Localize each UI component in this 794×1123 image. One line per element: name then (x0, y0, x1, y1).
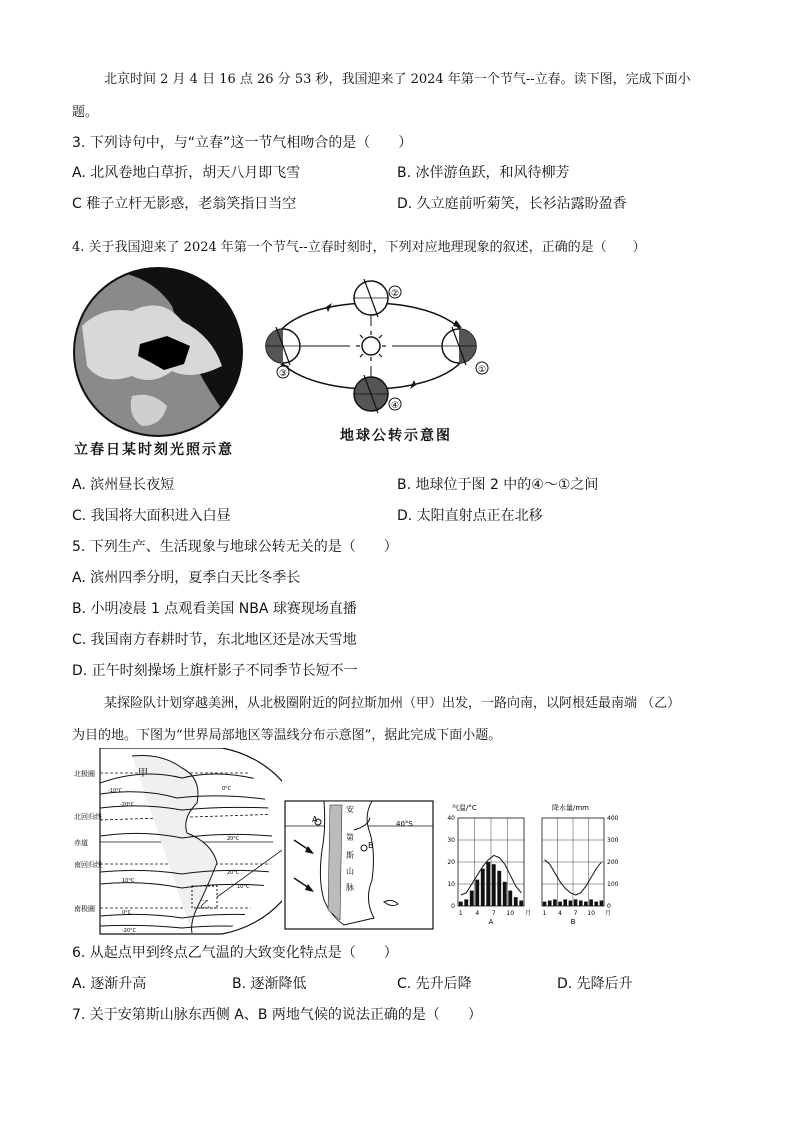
orbit-arrow (410, 380, 416, 389)
isotherm-label: 10°C (122, 878, 135, 884)
orbit-label-4: ④ (390, 401, 400, 411)
precipitation-bar (553, 899, 557, 906)
earth-position-4 (354, 375, 388, 413)
sun-icon (356, 331, 386, 361)
andes-inset-map (284, 800, 434, 930)
isotherm-label: -10°C (108, 788, 123, 794)
orbit-label-3: ③ (278, 369, 288, 379)
inset-label-40s: 40°S (396, 820, 413, 828)
precipitation-bar (514, 897, 518, 906)
q4-option-d[interactable]: D. 太阳直射点正在北移 (397, 508, 543, 524)
x-tick-label: 1 (458, 910, 463, 917)
figure2-caption: 地球公转示意图 (340, 428, 452, 444)
lat-label-tropic-capricorn: 南回归线 (74, 861, 102, 869)
q5-option-d[interactable]: D. 正午时刻操场上旗杆影子不同季节长短不一 (72, 663, 358, 679)
andes-mountains (328, 805, 342, 920)
precipitation-bar (519, 901, 523, 907)
precipitation-bar (594, 902, 598, 906)
y2-tick-label: 0 (607, 903, 611, 910)
intro-text-line1: 北京时间 2 月 4 日 16 点 26 分 53 秒，我国迎来了 2024 年第一个节气--立春。读下图，完成下面小 (104, 72, 691, 87)
y2-tick-label: 200 (607, 859, 619, 866)
x-tick-label: 10 (506, 910, 515, 917)
isotherm-label: 20°C (227, 870, 240, 876)
precipitation-bar (548, 901, 552, 907)
precipitation-bar (600, 901, 604, 907)
orbit-label-1: ① (477, 365, 487, 375)
andes-label-char: 斯 (346, 851, 354, 860)
precipitation-bar (470, 891, 474, 906)
precipitation-bar (481, 869, 485, 906)
y-tick-label: 20 (447, 859, 455, 866)
andes-label-char: 安 (346, 805, 354, 814)
isotherm-label: -20°C (122, 928, 137, 934)
isotherm-label: -20°C (120, 802, 135, 808)
isotherm-label: 10°C (237, 884, 250, 890)
question-4-stem: 4. 关于我国迎来了 2024 年第一个节气--立春时刻时，下列对应地理现象的叙述，正确的是（ ） (72, 240, 646, 255)
end-point-yi: 乙 (200, 900, 210, 911)
q6-option-b[interactable]: B. 逐渐降低 (232, 976, 307, 992)
orbit-arrow (453, 320, 462, 328)
q5-option-b[interactable]: B. 小明凌晨 1 点观看美国 NBA 球赛现场直播 (72, 601, 357, 617)
intro2-text-line1: 某探险队计划穿越美洲，从北极圈附近的阿拉斯加州（甲）出发，一路向南，以阿根廷最南端 （乙） (104, 696, 681, 711)
precipitation-bar (563, 899, 567, 906)
question-6-stem: 6. 从起点甲到终点乙气温的大致变化特点是（ ） (72, 945, 398, 961)
y2-axis-label: 降水量/mm (552, 804, 589, 812)
lat-label-antarctic-circle: 南极圈 (74, 905, 95, 913)
inset-label-a: A (312, 815, 318, 824)
orbit-label-2: ② (390, 289, 400, 299)
intro-text-line2: 题。 (72, 105, 99, 120)
q6-option-a[interactable]: A. 逐渐升高 (72, 976, 147, 992)
earth-position-1 (442, 327, 476, 365)
precipitation-bar (508, 891, 512, 906)
q3-option-b[interactable]: B. 冰伴游鱼跃，和风待柳芳 (397, 165, 570, 181)
inset-label-b: B (368, 841, 374, 850)
q6-option-d[interactable]: D. 先降后升 (557, 976, 633, 992)
q5-option-c[interactable]: C. 我国南方春耕时节，东北地区还是冰天雪地 (72, 632, 357, 648)
precipitation-bar (589, 899, 593, 906)
y2-tick-label: 100 (607, 881, 619, 888)
y2-tick-label: 400 (607, 815, 619, 822)
q6-option-c[interactable]: C. 先升后降 (397, 976, 472, 992)
q4-option-a[interactable]: A. 滨州昼长夜短 (72, 477, 175, 493)
isotherm-label: 0°C (222, 786, 232, 792)
lat-label-arctic-circle: 北极圈 (74, 770, 95, 778)
point-b-marker (361, 845, 367, 851)
andes-label-char: 山 (346, 867, 354, 876)
start-point-jia: 甲 (138, 768, 148, 779)
lat-label-tropic-cancer: 北回归线 (74, 813, 102, 821)
precipitation-bar (464, 899, 468, 906)
intro2-text-line2: 为目的地。下图为“世界局部地区等温线分布示意图”，据此完成下面小题。 (72, 728, 502, 743)
x-tick-label: 4 (475, 910, 480, 917)
isotherm-label: 0°C (122, 910, 132, 916)
precipitation-bar (569, 901, 573, 907)
y-tick-label: 40 (447, 815, 455, 822)
precipitation-bar (574, 899, 578, 906)
andes-label-char: 脉 (346, 883, 354, 892)
y-tick-label: 30 (447, 837, 455, 844)
y-tick-label: 0 (451, 903, 455, 910)
q5-option-a[interactable]: A. 滨州四季分明，夏季白天比冬季长 (72, 570, 301, 586)
lat-label-equator: 赤道 (74, 839, 88, 847)
climate-charts (440, 800, 640, 930)
orbit-arrow (326, 303, 332, 312)
q3-option-d[interactable]: D. 久立庭前听菊笑，长衫沾露盼盈香 (397, 196, 627, 212)
earth-position-2 (354, 279, 388, 317)
x-axis-unit: 月 (525, 910, 532, 917)
precipitation-bar (459, 902, 463, 906)
y-tick-label: 10 (447, 881, 455, 888)
y2-tick-label: 300 (607, 837, 619, 844)
earth-orbit-figure (256, 276, 496, 416)
earth-position-3 (266, 327, 300, 365)
q3-option-a[interactable]: A. 北风卷地白草折，胡天八月即飞雪 (72, 165, 301, 181)
chart-title: A (488, 918, 494, 926)
precipitation-bar (475, 880, 479, 906)
y-axis-label: 气温/°C (452, 804, 477, 812)
precipitation-bar (584, 902, 588, 906)
q4-option-c[interactable]: C. 我国将大面积进入白昼 (72, 508, 231, 524)
andes-label-char: 第 (346, 833, 354, 842)
chart-title: B (570, 918, 576, 926)
illumination-globe-figure (72, 266, 244, 438)
figure1-caption: 立春日某时刻光照示意 (74, 442, 234, 458)
question-7-stem: 7. 关于安第斯山脉东西侧 A、B 两地气候的说法正确的是（ ） (72, 1007, 482, 1023)
isotherm-map (72, 748, 282, 938)
precipitation-bar (497, 871, 501, 906)
precipitation-bar (486, 862, 490, 906)
question-5-stem: 5. 下列生产、生活现象与地球公转无关的是（ ） (72, 539, 398, 555)
x-tick-label: 4 (558, 910, 562, 917)
precipitation-bar (492, 864, 496, 906)
question-3-stem: 3. 下列诗句中，与“立春”这一节气相吻合的是（ ） (72, 135, 413, 151)
precipitation-bar (579, 901, 583, 907)
isotherm-label: 20°C (227, 836, 240, 842)
precipitation-bar (503, 882, 507, 906)
x-axis-unit: 月 (605, 910, 612, 917)
q4-option-b[interactable]: B. 地球位于图 2 中的④～①之间 (397, 477, 599, 493)
x-tick-label: 1 (542, 910, 547, 917)
precipitation-bar (558, 902, 562, 906)
precipitation-bar (543, 902, 547, 906)
x-tick-label: 10 (587, 910, 595, 917)
x-tick-label: 7 (573, 910, 578, 917)
q3-option-c[interactable]: C 稚子立杆无影惑，老翁笑指日当空 (72, 196, 297, 212)
x-tick-label: 7 (491, 910, 496, 917)
